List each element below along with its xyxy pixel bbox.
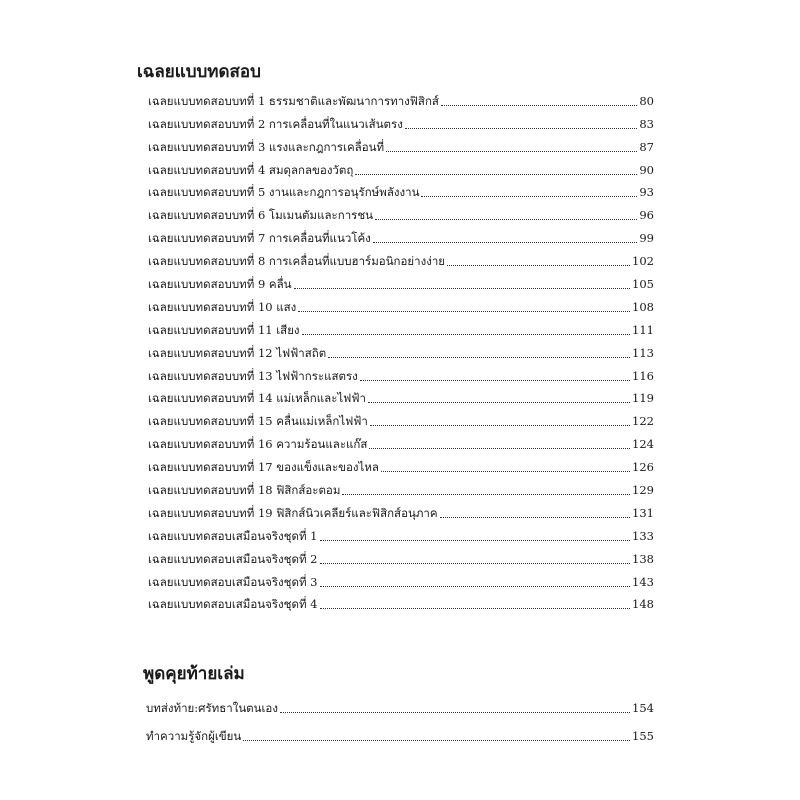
toc-entry [148, 200, 654, 223]
toc-entry-title: เฉลยแบบทดสอบบทที่ 10 แสง [148, 299, 297, 314]
toc-entry-page: 154 [632, 701, 654, 715]
afterword-section [0, 662, 800, 744]
toc-list [0, 688, 800, 744]
toc-entry-title: เฉลยแบบทดสอบเสมือนจริงชุดที่ 3 [148, 574, 318, 589]
toc-entry-title: เฉลยแบบทดสอบเสมือนจริงชุดที่ 1 [148, 528, 318, 543]
toc-entry-title: เฉลยแบบทดสอบบทที่ 2 การเคลื่อนที่ในแนวเส้นตรง [148, 116, 403, 131]
dot-leader [280, 711, 630, 713]
toc-entry-title: เฉลยแบบทดสอบบทที่ 11 เสียง [148, 322, 300, 337]
dot-leader [320, 607, 631, 609]
toc-entry-title: เฉลยแบบทดสอบบทที่ 4 สมดุลกลของวัตถุ [148, 162, 354, 177]
toc-entry-title: เฉลยแบบทดสอบบทที่ 1 ธรรมชาติและพัฒนาการทางฟิสิกส์ [148, 93, 439, 108]
toc-entry [148, 452, 654, 475]
dot-leader [447, 264, 630, 266]
toc-entry-title: เฉลยแบบทดสอบบทที่ 3 แรงและกฎการเคลื่อนที่ [148, 139, 385, 154]
toc-entry-title: ทำความรู้จักผู้เขียน [146, 729, 242, 743]
answers-section [0, 60, 800, 612]
toc-entry-page: 116 [632, 368, 654, 383]
toc-entry-page: 138 [632, 551, 654, 566]
dot-leader [386, 150, 637, 152]
toc-entry-title: เฉลยแบบทดสอบบทที่ 19 ฟิสิกส์นิวเคลียร์และฟิสิกส์อนุภาค [148, 505, 438, 520]
toc-entry-page: 102 [632, 254, 654, 269]
toc-entry [148, 384, 654, 407]
dot-leader [373, 241, 638, 243]
section-heading: เฉลยแบบทดสอบ [137, 62, 261, 82]
toc-entry-page: 155 [632, 729, 654, 743]
toc-entry-title: เฉลยแบบทดสอบเสมือนจริงชุดที่ 2 [148, 551, 318, 566]
toc-entry-page: 90 [639, 162, 654, 177]
toc-entry-title: เฉลยแบบทดสอบเสมือนจริงชุดที่ 4 [148, 597, 318, 612]
toc-entry [148, 475, 654, 498]
toc-entry [148, 338, 654, 361]
toc-entry-page: 93 [639, 185, 654, 200]
dot-leader [294, 287, 631, 289]
toc-entry-title: เฉลยแบบทดสอบบทที่ 12 ไฟฟ้าสถิต [148, 345, 327, 360]
toc-entry-title: เฉลยแบบทดสอบบทที่ 18 ฟิสิกส์อะตอม [148, 483, 341, 498]
toc-entry-page: 133 [632, 528, 654, 543]
dot-leader [342, 493, 630, 495]
toc-entry-page: 111 [632, 322, 654, 337]
toc-entry [148, 132, 654, 155]
dot-leader [421, 195, 637, 197]
toc-entry [148, 86, 654, 109]
dot-leader [355, 173, 637, 175]
dot-leader [302, 333, 631, 335]
toc-entry-title: เฉลยแบบทดสอบบทที่ 8 การเคลื่อนที่แบบฮาร์มอนิกอย่างง่าย [148, 254, 446, 269]
toc-entry-page: 143 [632, 574, 654, 589]
toc-entry [148, 269, 654, 292]
toc-entry-title: เฉลยแบบทดสอบบทที่ 17 ของแข็งและของไหล [148, 460, 379, 475]
toc-entry-page: 126 [632, 460, 654, 475]
toc-entry-page: 129 [632, 483, 654, 498]
dot-leader [320, 562, 631, 564]
toc-entry [148, 361, 654, 384]
toc-entry-page: 96 [639, 208, 654, 223]
toc-entry-page: 105 [632, 277, 654, 292]
dot-leader [441, 104, 637, 106]
toc-entry-page: 148 [632, 597, 654, 612]
toc-entry-title: เฉลยแบบทดสอบบทที่ 15 คลื่นแม่เหล็กไฟฟ้า [148, 414, 368, 429]
toc-entry-title: เฉลยแบบทดสอบบทที่ 5 งานและกฎการอนุรักษ์พลังงาน [148, 185, 420, 200]
toc-entry-title: เฉลยแบบทดสอบบทที่ 7 การเคลื่อนที่แนวโค้ง [148, 231, 371, 246]
toc-entry [148, 429, 654, 452]
toc-entry-title: เฉลยแบบทดสอบบทที่ 16 ความร้อนและแก๊ส [148, 437, 368, 452]
toc-entry-title: เฉลยแบบทดสอบบทที่ 14 แม่เหล็กและไฟฟ้า [148, 391, 366, 406]
toc-entry [148, 521, 654, 544]
toc-entry-title: บทส่งท้าย:ศรัทธาในตนเอง [146, 701, 278, 715]
toc-entry [148, 567, 654, 590]
toc-entry [146, 716, 654, 744]
toc-list [0, 86, 800, 612]
toc-entry [148, 544, 654, 567]
dot-leader [375, 218, 637, 220]
section-heading: พูดคุยท้ายเล่ม [143, 664, 245, 684]
dot-leader [328, 356, 630, 358]
toc-entry-page: 122 [632, 414, 654, 429]
toc-entry [148, 155, 654, 178]
dot-leader [360, 379, 630, 381]
toc-entry [148, 406, 654, 429]
dot-leader [243, 739, 630, 741]
toc-entry-page: 83 [639, 116, 654, 131]
toc-entry-page: 80 [639, 93, 654, 108]
toc-entry-page: 119 [632, 391, 654, 406]
dot-leader [369, 447, 630, 449]
toc-entry-page: 131 [632, 505, 654, 520]
dot-leader [440, 516, 630, 518]
toc-entry-title: เฉลยแบบทดสอบบทที่ 9 คลื่น [148, 277, 292, 292]
toc-entry-title: เฉลยแบบทดสอบบทที่ 6 โมเมนตัมและการชน [148, 208, 374, 223]
dot-leader [368, 401, 630, 403]
dot-leader [320, 539, 631, 541]
toc-entry-page: 99 [639, 231, 654, 246]
dot-leader [370, 424, 630, 426]
toc-entry [148, 246, 654, 269]
toc-entry [148, 315, 654, 338]
dot-leader [298, 310, 630, 312]
dot-leader [381, 470, 630, 472]
toc-entry [148, 590, 654, 613]
dot-leader [405, 127, 638, 129]
toc-entry-page: 113 [632, 345, 654, 360]
toc-entry [148, 178, 654, 201]
toc-entry [148, 292, 654, 315]
toc-entry-page: 87 [639, 139, 654, 154]
dot-leader [320, 585, 631, 587]
toc-entry [148, 109, 654, 132]
toc-entry-title: เฉลยแบบทดสอบบทที่ 13 ไฟฟ้ากระแสตรง [148, 368, 358, 383]
toc-entry-page: 124 [632, 437, 654, 452]
toc-entry [146, 688, 654, 716]
toc-entry [148, 498, 654, 521]
toc-entry-page: 108 [632, 299, 654, 314]
toc-entry [148, 223, 654, 246]
